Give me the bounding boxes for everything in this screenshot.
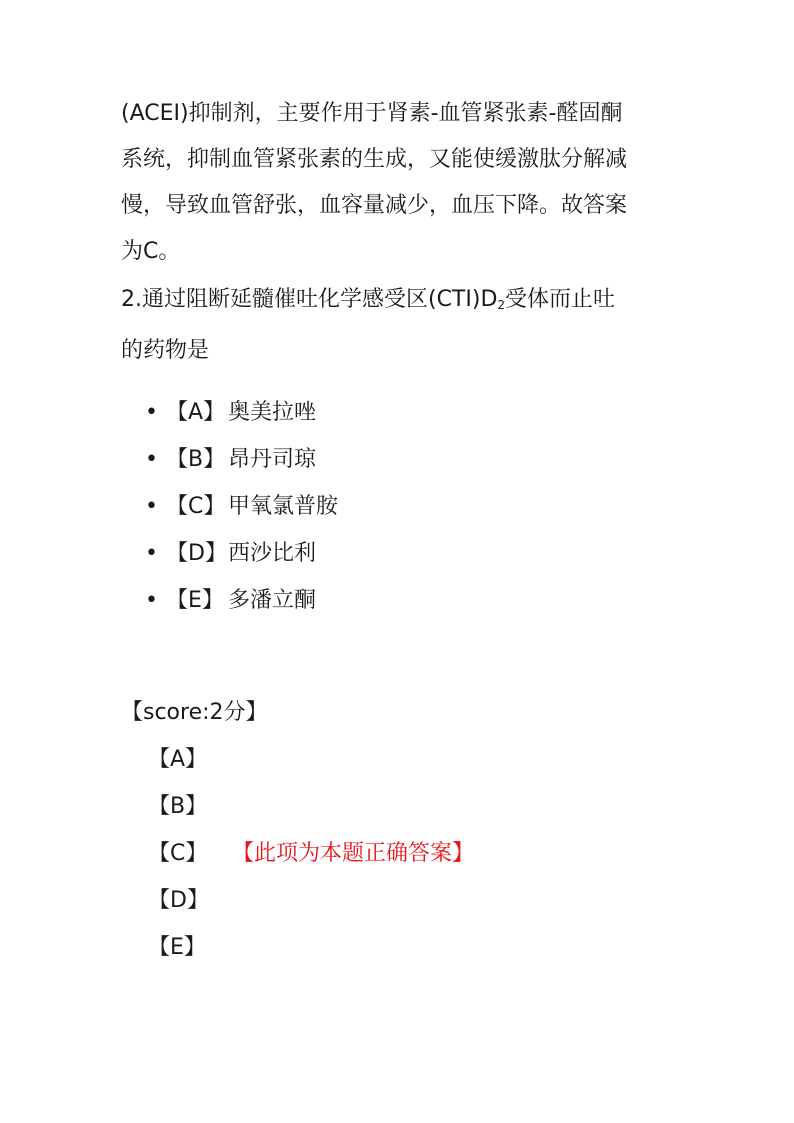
question-text: 2.通过阻断延髓催吐化学感受区(CTI)D — [121, 287, 498, 312]
option-text: 昂丹司琼 — [228, 447, 317, 472]
bullet-icon: • — [145, 494, 158, 519]
answer-row-e — [148, 924, 548, 971]
bullet-icon: • — [145, 400, 158, 425]
answer-key: 【B】 — [148, 794, 208, 819]
question-subscript: 2 — [497, 298, 506, 312]
answer-key: 【A】 — [148, 747, 208, 772]
answer-row-d — [148, 877, 548, 924]
question-text: 的药物是 — [121, 338, 210, 363]
question-stem — [121, 277, 681, 374]
explanation-line: 为C。 — [121, 239, 181, 264]
score-label: 【score:2分】 — [121, 700, 268, 725]
explanation-line: (ACEI)抑制剂，主要作用于肾素-血管紧张素-醛固酮 — [121, 101, 623, 126]
bullet-icon: • — [145, 588, 158, 613]
explanation-paragraph — [121, 91, 681, 275]
option-key: 【E】 — [166, 588, 224, 613]
answer-row-c — [148, 830, 548, 877]
option-key: 【D】 — [166, 541, 227, 566]
correct-answer-note: 【此项为本题正确答案】 — [232, 841, 475, 866]
option-text: 甲氧氯普胺 — [228, 494, 339, 519]
option-key: 【B】 — [166, 447, 226, 472]
option-text: 多潘立酮 — [228, 588, 317, 613]
answer-row-a — [148, 736, 548, 783]
answer-list — [148, 736, 548, 971]
explanation-line: 系统，抑制血管紧张素的生成，又能使缓激肽分解减 — [121, 147, 628, 172]
option-key: 【A】 — [166, 400, 226, 425]
question-text: 受体而止吐 — [505, 287, 616, 312]
option-text: 西沙比利 — [228, 541, 317, 566]
option-text: 奥美拉唑 — [228, 400, 317, 425]
bullet-icon: • — [145, 541, 158, 566]
option-key: 【C】 — [166, 494, 226, 519]
answer-key: 【E】 — [148, 935, 206, 960]
answer-key: 【D】 — [148, 888, 209, 913]
explanation-line: 慢，导致血管舒张，血容量减少，血压下降。故答案 — [121, 193, 628, 218]
bullet-icon: • — [145, 447, 158, 472]
answer-key: 【C】 — [148, 841, 208, 866]
answer-row-b — [148, 783, 548, 830]
